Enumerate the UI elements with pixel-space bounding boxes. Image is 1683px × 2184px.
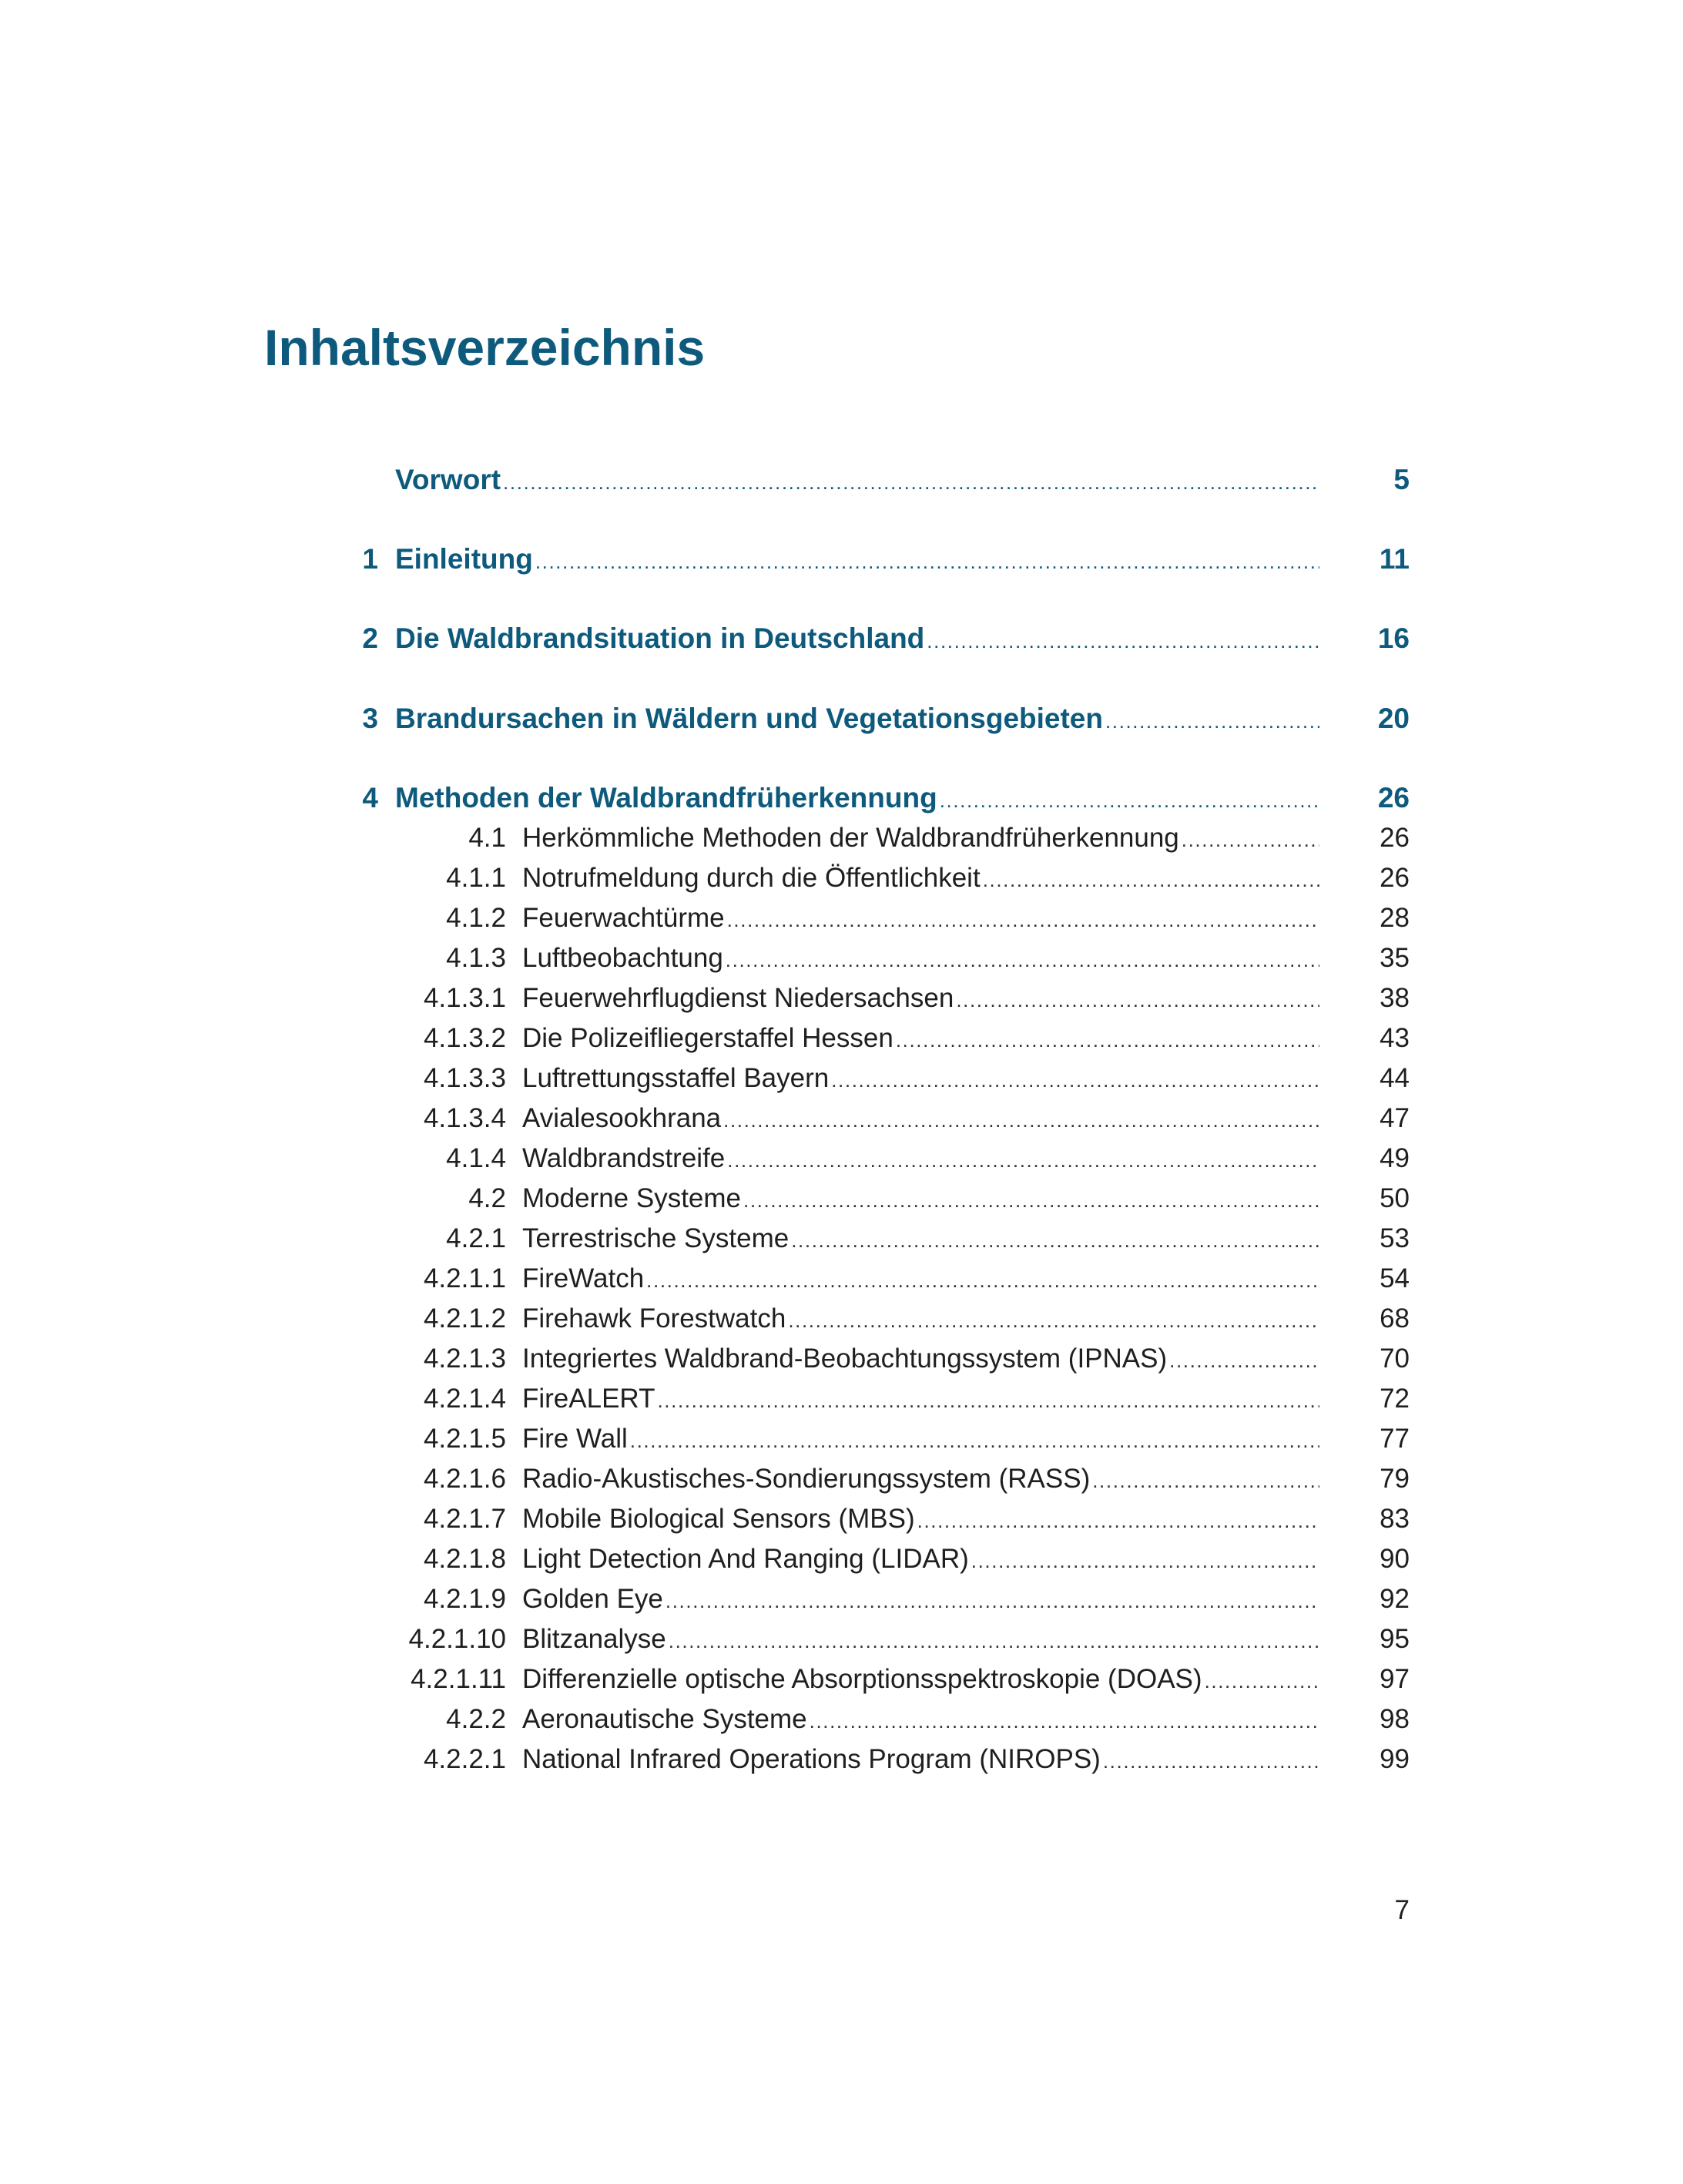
toc-entry-page: 43 xyxy=(1380,1023,1410,1053)
toc-entry-number: 4.2.1 xyxy=(446,1223,506,1253)
toc-entry xyxy=(0,619,1683,659)
toc-entry-title: Notrufmeldung durch die Öffentlichkeit xyxy=(522,863,981,893)
toc-entry xyxy=(0,1219,1683,1259)
dot-leader xyxy=(788,1300,1319,1339)
toc-entry-page: 47 xyxy=(1380,1103,1410,1133)
toc-entry-number: 4.2.1.3 xyxy=(423,1344,506,1374)
toc-entry-page: 38 xyxy=(1380,983,1410,1013)
toc-entry xyxy=(0,858,1683,898)
toc-entry-number: 4.1.2 xyxy=(446,903,506,933)
toc-entry-title: Golden Eye xyxy=(522,1584,663,1614)
toc-entry-title: Avialesookhrana xyxy=(522,1103,722,1133)
toc-entry-number: 1 xyxy=(362,543,378,575)
toc-entry-page: 20 xyxy=(1377,703,1410,734)
dot-leader xyxy=(535,542,1319,579)
toc-entry-title: Differenzielle optische Absorptionsspektroskopie (DOAS) xyxy=(522,1664,1202,1694)
dot-leader xyxy=(1105,701,1319,739)
toc-entry-title: Light Detection And Ranging (LIDAR) xyxy=(522,1544,969,1574)
toc-entry-page: 26 xyxy=(1380,863,1410,893)
toc-entry-number: 4.2.2 xyxy=(446,1704,506,1734)
toc-entry-page: 50 xyxy=(1380,1183,1410,1213)
toc-entry-title: Radio-Akustisches-Sondierungssystem (RASS) xyxy=(522,1464,1091,1494)
toc-entry-page: 99 xyxy=(1380,1744,1410,1774)
toc-entry-number: 4.2.1.1 xyxy=(423,1263,506,1293)
toc-entry-page: 83 xyxy=(1380,1504,1410,1534)
toc-entry-number: 3 xyxy=(362,703,378,734)
toc-entry-number: 2 xyxy=(362,622,378,654)
dot-leader xyxy=(896,1020,1319,1058)
toc-entry-number: 4.2.2.1 xyxy=(423,1744,506,1774)
dot-leader xyxy=(917,1501,1319,1539)
toc-entry-page: 90 xyxy=(1380,1544,1410,1574)
dot-leader xyxy=(1205,1661,1319,1699)
toc-entry-number: 4.2.1.7 xyxy=(423,1504,506,1534)
toc-entry-number: 4.1.3.1 xyxy=(423,983,506,1013)
toc-entry-title: Feuerwachtürme xyxy=(522,903,725,933)
toc-entry-page: 77 xyxy=(1380,1424,1410,1454)
page-title: Inhaltsverzeichnis xyxy=(264,319,706,376)
toc-entry-title: National Infrared Operations Program (NIROPS) xyxy=(522,1744,1101,1774)
toc-entry-title: Aeronautische Systeme xyxy=(522,1704,807,1734)
toc-entry-title: Einleitung xyxy=(395,543,533,575)
toc-entry-title: Integriertes Waldbrand-Beobachtungssystem (IPNAS) xyxy=(522,1344,1168,1374)
toc-entry-title: Vorwort xyxy=(395,464,501,495)
toc-entry-number: 4.1.3.2 xyxy=(423,1023,506,1053)
toc-entry xyxy=(0,1579,1683,1619)
toc-entry-page: 79 xyxy=(1380,1464,1410,1494)
toc-entry-title: Luftbeobachtung xyxy=(522,943,723,973)
toc-entry-number: 4.2.1.2 xyxy=(423,1303,506,1334)
toc-entry-page: 54 xyxy=(1380,1263,1410,1293)
toc-entry-page: 5 xyxy=(1393,464,1410,495)
dot-leader xyxy=(657,1381,1319,1419)
toc-entry-page: 68 xyxy=(1380,1303,1410,1334)
toc-entry xyxy=(0,938,1683,978)
dot-leader xyxy=(726,940,1319,978)
dot-leader xyxy=(810,1701,1319,1739)
dot-leader xyxy=(1092,1461,1319,1499)
dot-leader xyxy=(927,621,1319,659)
toc-entry-page: 26 xyxy=(1380,823,1410,853)
toc-entry-number: 4.1.3.4 xyxy=(423,1103,506,1133)
toc-entry xyxy=(0,1299,1683,1339)
dot-leader xyxy=(831,1060,1319,1099)
toc-entry-page: 26 xyxy=(1377,782,1410,814)
toc-entry-number: 4.2 xyxy=(468,1183,506,1213)
toc-entry-title: Waldbrandstreife xyxy=(522,1143,726,1173)
toc-entry xyxy=(0,1179,1683,1219)
page-number: 7 xyxy=(1394,1895,1410,1925)
toc-entry xyxy=(0,818,1683,858)
dot-leader xyxy=(727,900,1319,938)
toc-entry xyxy=(0,1539,1683,1579)
toc-entry-number: 4 xyxy=(362,782,378,814)
toc-entry-page: 44 xyxy=(1380,1063,1410,1093)
toc-entry-number: 4.2.1.11 xyxy=(411,1664,506,1694)
toc-entry-page: 92 xyxy=(1380,1584,1410,1614)
toc-entry xyxy=(0,778,1683,818)
toc-entry-page: 72 xyxy=(1380,1384,1410,1414)
dot-leader xyxy=(983,860,1319,898)
toc-entry xyxy=(0,978,1683,1018)
toc-entry xyxy=(0,699,1683,739)
toc-entry xyxy=(0,539,1683,579)
dot-leader xyxy=(743,1180,1319,1219)
dot-leader xyxy=(646,1260,1319,1299)
toc-entry-number: 4.1.3 xyxy=(446,943,506,973)
dot-leader xyxy=(723,1100,1319,1139)
toc-entry-page: 49 xyxy=(1380,1143,1410,1173)
toc-entry-number: 4.1 xyxy=(468,823,506,853)
toc-entry-title: Moderne Systeme xyxy=(522,1183,742,1213)
toc-entry xyxy=(0,1659,1683,1699)
toc-entry-page: 98 xyxy=(1380,1704,1410,1734)
toc-entry-number: 4.2.1.9 xyxy=(423,1584,506,1614)
toc-entry-title: Feuerwehrflugdienst Niedersachsen xyxy=(522,983,954,1013)
toc-entry-page: 53 xyxy=(1380,1223,1410,1253)
toc-entry-title: Herkömmliche Methoden der Waldbrandfrüherkennung xyxy=(522,823,1179,853)
toc-entry xyxy=(0,1339,1683,1379)
toc-entry xyxy=(0,1099,1683,1139)
toc-entry-page: 35 xyxy=(1380,943,1410,973)
toc-entry-page: 95 xyxy=(1380,1624,1410,1654)
dot-leader xyxy=(1169,1340,1319,1379)
dot-leader xyxy=(630,1421,1319,1459)
toc-entry xyxy=(0,1739,1683,1780)
dot-leader xyxy=(503,462,1319,500)
toc-entry xyxy=(0,1139,1683,1179)
toc-entry-number: 4.1.1 xyxy=(446,863,506,893)
toc-entry-number: 4.1.3.3 xyxy=(423,1063,506,1093)
toc-entry-page: 11 xyxy=(1379,543,1410,575)
dot-leader xyxy=(940,780,1319,818)
toc-entry xyxy=(0,1619,1683,1659)
toc-entry-number: 4.1.4 xyxy=(446,1143,506,1173)
toc-entry-page: 28 xyxy=(1380,903,1410,933)
dot-leader xyxy=(669,1621,1319,1659)
toc-entry-number: 4.2.1.8 xyxy=(423,1544,506,1574)
toc-entry-title: Die Polizeifliegerstaffel Hessen xyxy=(522,1023,893,1053)
toc-entry-title: Brandursachen in Wäldern und Vegetationsgebieten xyxy=(395,703,1103,734)
toc-entry xyxy=(0,1499,1683,1539)
toc-entry-title: FireWatch xyxy=(522,1263,645,1293)
toc-entry xyxy=(0,1058,1683,1099)
toc-entry-number: 4.2.1.10 xyxy=(408,1624,506,1654)
toc-entry-title: Firehawk Forestwatch xyxy=(522,1303,786,1334)
toc-entry xyxy=(0,1018,1683,1058)
dot-leader xyxy=(665,1581,1319,1619)
toc-entry-title: Die Waldbrandsituation in Deutschland xyxy=(395,622,925,654)
toc-entry-title: Mobile Biological Sensors (MBS) xyxy=(522,1504,915,1534)
dot-leader xyxy=(791,1220,1319,1259)
toc-entry-number: 4.2.1.4 xyxy=(423,1384,506,1414)
dot-leader xyxy=(956,980,1319,1018)
dot-leader xyxy=(727,1140,1319,1179)
toc-entry xyxy=(0,1459,1683,1499)
dot-leader xyxy=(1103,1741,1319,1780)
toc-entry-title: Methoden der Waldbrandfrüherkennung xyxy=(395,782,937,814)
toc-entry-page: 70 xyxy=(1380,1344,1410,1374)
toc-entry-title: Fire Wall xyxy=(522,1424,628,1454)
toc-entry xyxy=(0,1699,1683,1739)
toc-entry-title: FireALERT xyxy=(522,1384,655,1414)
toc-entry xyxy=(0,1379,1683,1419)
dot-leader xyxy=(1182,820,1319,858)
toc-entry xyxy=(0,460,1683,500)
toc-entry-number: 4.2.1.5 xyxy=(423,1424,506,1454)
toc-entry-title: Blitzanalyse xyxy=(522,1624,666,1654)
toc-entry-title: Luftrettungsstaffel Bayern xyxy=(522,1063,830,1093)
toc-entry xyxy=(0,1259,1683,1299)
dot-leader xyxy=(971,1541,1319,1579)
toc-entry xyxy=(0,1419,1683,1459)
toc-entry-page: 16 xyxy=(1377,622,1410,654)
toc-entry-page: 97 xyxy=(1380,1664,1410,1694)
toc-entry xyxy=(0,898,1683,938)
toc-entry-number: 4.2.1.6 xyxy=(423,1464,506,1494)
toc-entry-title: Terrestrische Systeme xyxy=(522,1223,790,1253)
